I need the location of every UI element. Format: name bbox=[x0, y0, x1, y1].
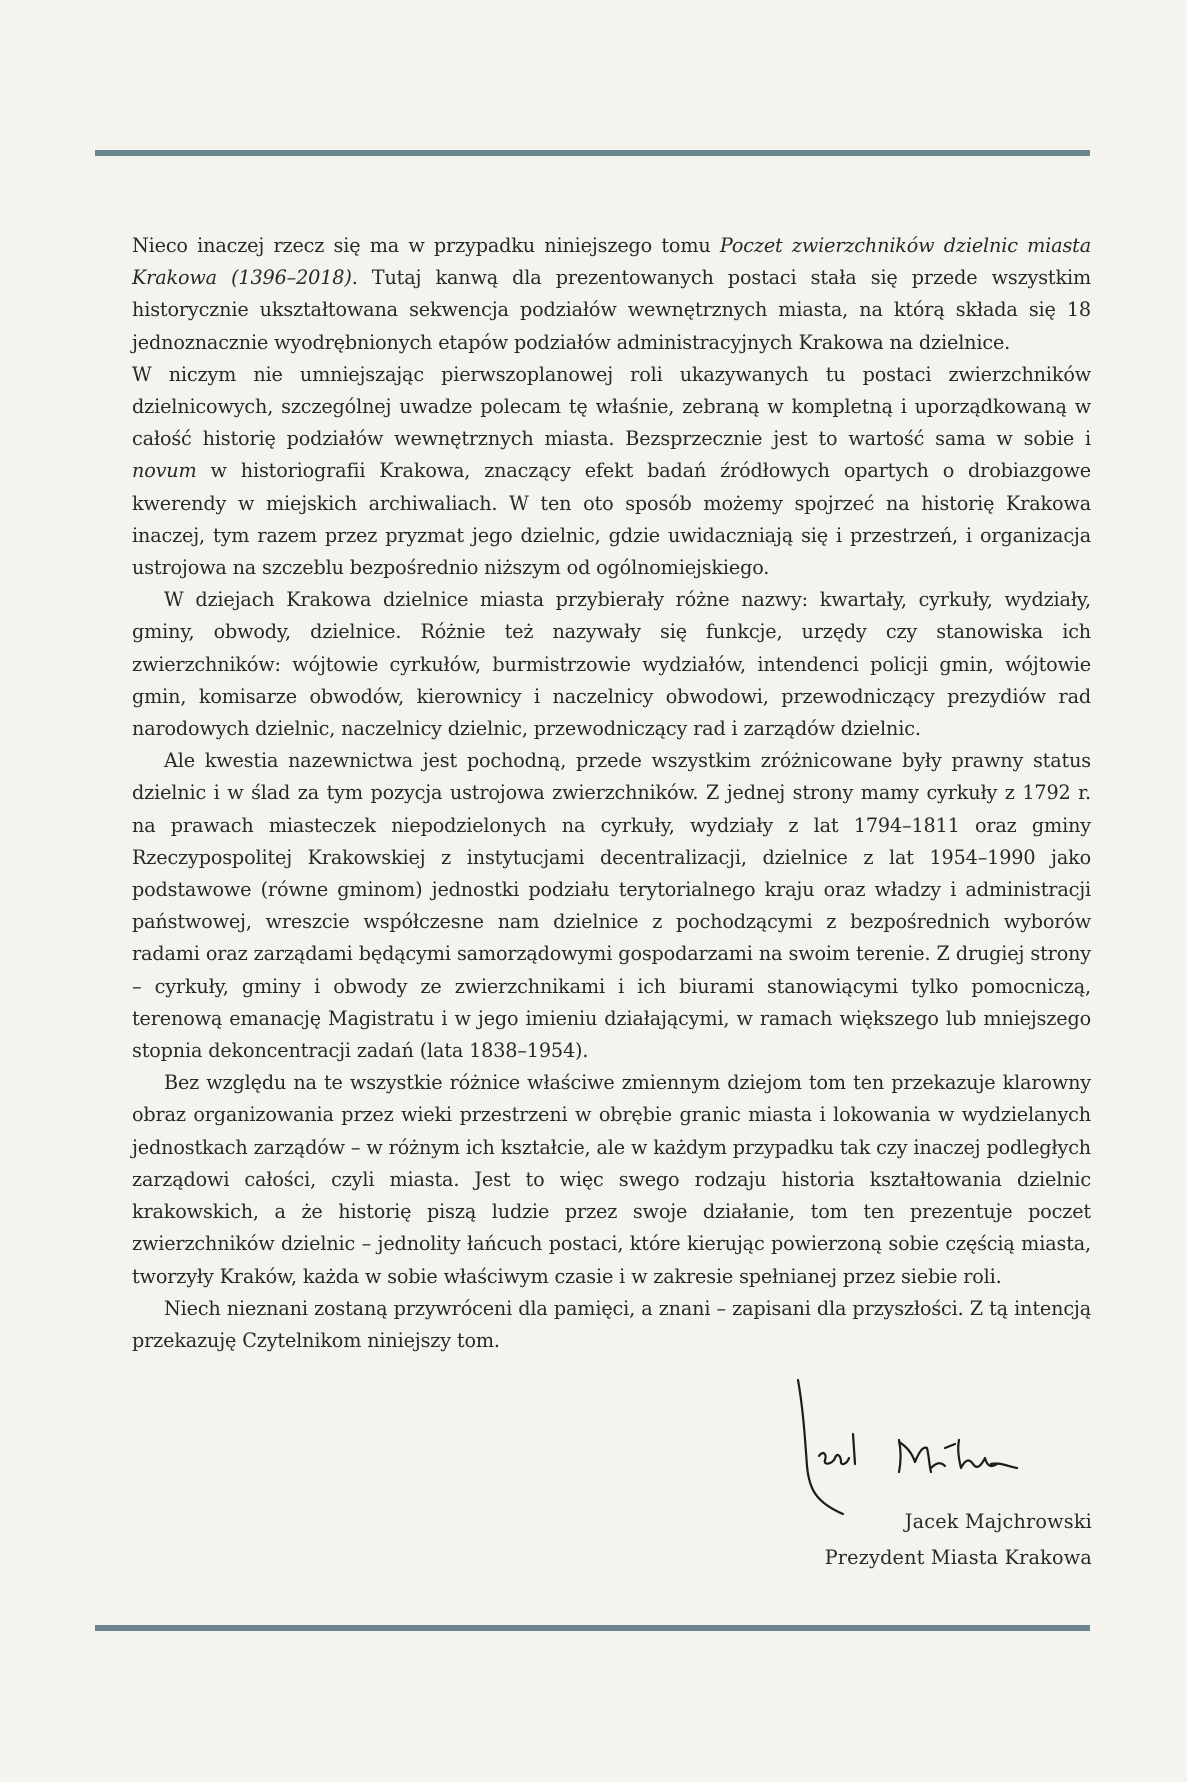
signer-name: Jacek Majchrowski bbox=[904, 1510, 1092, 1533]
paragraph-1: Nieco inaczej rzecz się ma w przypadku niniejszego tomu Poczet zwierzchników dzielnic miasta Krakowa (1396–2018). Tutaj kanwą dla prezentowanych postaci stała się przede wszystkim historycznie ukształtowana sekwencja podziałów wewnętrznych miasta, na którą składa się 18 jednoznacznie wyodrębnionych etapów podziałów administracyjnych Krakowa na dzielnice. bbox=[132, 234, 1092, 354]
paragraph-3: W dziejach Krakowa dzielnice miasta przybierały różne nazwy: kwartały, cyrkuły, wydziały, gminy, obwody, dzielnice. Różnie też nazywały się funkcje, urzędy czy stanowiska ich zwierzchników: wójtowie cyrkułów, burmistrzowie wydziałów, intendenci policji gmin, wójtowie gmin, komisarze obwodów, kierownicy i naczelnicy obwodowi, przewodniczący prezydiów rad narodowych dzielnic, naczelnicy dzielnic, przewodniczący rad i zarządów dzielnic. bbox=[132, 588, 1091, 741]
paragraph-2: W niczym nie umniejszając pierwszoplanowej roli ukazywanych tu postaci zwierzchników dzielnicowych, szczególnej uwadze polecam tę właśnie, zebraną w kompletną i uporządkowaną w całość historię podziałów wewnętrznych miasta. Bezsprzecznie jest to wartość sama w sobie i novum w historiografii Krakowa, znaczący efekt badań źródłowych opartych o drobiazgowe kwerendy w miejskich archiwaliach. W ten oto sposób możemy spojrzeć na historię Krakowa inaczej, tym razem przez pryzmat jego dzielnic, gdzie uwidaczniają się i przestrzeń, i organizacja ustrojowa na szczeblu bezpośrednio niższym od ogólnomiejskiego. bbox=[132, 362, 1091, 580]
handwritten-signature bbox=[795, 1378, 1075, 1518]
top-rule bbox=[95, 150, 1090, 156]
paragraph-4: Ale kwestia nazewnictwa jest pochodną, przede wszystkim zróżnicowane były prawny status dzielnic i w ślad za tym pozycja ustrojowa zwierzchników. Z jednej strony mamy cyrkuły z 1792 r. na prawach miasteczek niepodzielonych na cyrkuły, wydziały z lat 1794–1811 oraz gminy Rzeczypospolitej Krakowskiej z instytucjami decentralizacji, dzielnice z lat 1954–1990 jako podstawowe (równe gminom) jednostki podziału terytorialnego kraju oraz władzy i administracji państwowej, wreszcie współczesne nam dzielnice z pochodzącymi z bezpośrednich wyborów radami oraz zarządami będącymi samorządowymi gospodarzami na swoim terenie. Z drugiej strony – cyrkuły, gminy i obwody ze zwierzchnikami i ich biurami stanowiącymi tylko pomocniczą, terenową emanację Magistratu i w jego imieniu działającymi, w ramach większego lub mniejszego stopnia dekoncentracji zadań (lata 1838–1954). bbox=[132, 749, 1091, 1063]
bottom-rule bbox=[95, 1625, 1090, 1631]
signer-title: Prezydent Miasta Krakowa bbox=[824, 1546, 1092, 1569]
paragraph-5: Bez względu na te wszystkie różnice właściwe zmiennym dziejom tom ten przekazuje klarowny obraz organizowania przez wieki przestrzeni w obrębie granic miasta i lokowania w wydzielanych jednostkach zarządów – w różnym ich kształcie, ale w każdym przypadku tak czy inaczej podległych zarządowi całości, czyli miasta. Jest to więc swego rodzaju historia kształtowania dzielnic krakowskich, a że historię piszą ludzie przez swoje działanie, tom ten prezentuje poczet zwierzchników dzielnic – jednolity łańcuch postaci, które kierując powierzoną sobie częścią miasta, tworzyły Kraków, każda w sobie właściwym czasie i w zakresie spełnianej przez siebie roli. bbox=[132, 1071, 1091, 1288]
paragraph-6: Niech nieznani zostaną przywróceni dla pamięci, a znani – zapisani dla przyszłości. Z tą intencją przekazuję Czytelnikom niniejszy tom. bbox=[132, 1296, 1091, 1352]
foreword-text bbox=[132, 230, 1091, 1357]
